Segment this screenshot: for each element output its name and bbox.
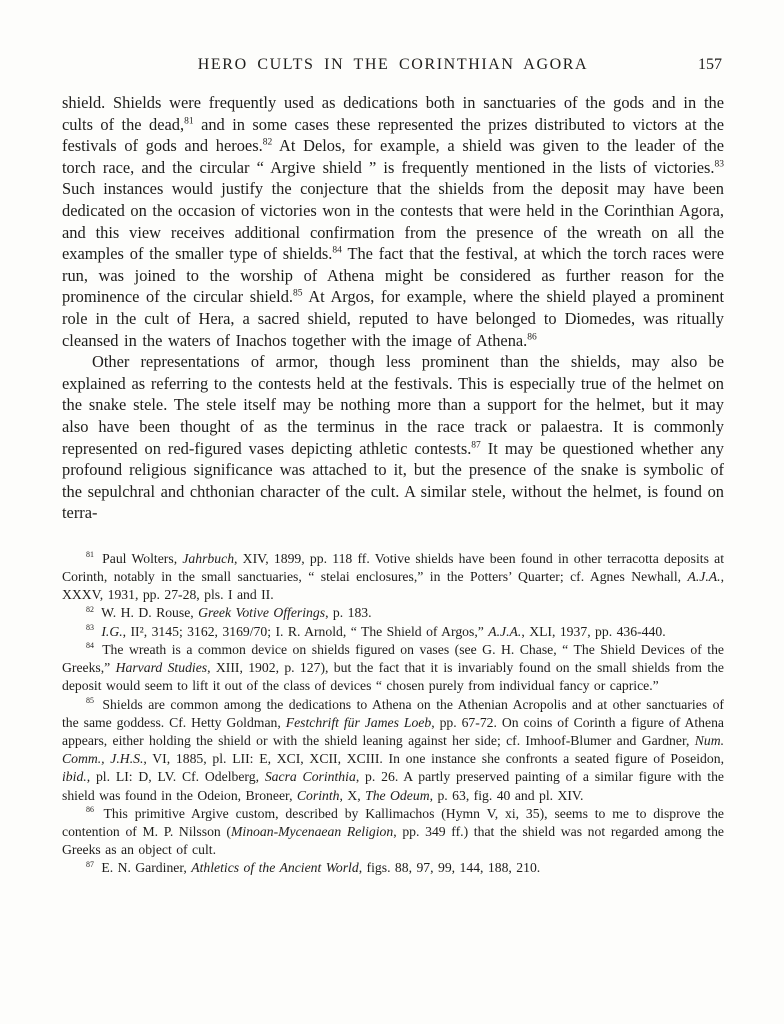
footnote-86-text: This primitive Argive custom, described by Kallimachos (Hymn V, xi, 35), seems to me to disprove the contention of M. P. Nilsson (Minoan-Mycenaean Religion, pp. 349 ff.) that the shield was not regarded among the Greeks as an object of cult.	[62, 805, 724, 858]
footnote-83	[62, 623, 724, 641]
body-text	[62, 92, 724, 524]
footnote-87-number: 87	[86, 859, 94, 869]
running-header	[62, 56, 724, 78]
footnote-82-text: W. H. D. Rouse, Greek Votive Offerings, p. 183.	[96, 605, 372, 621]
footnote-82	[62, 604, 724, 622]
footnote-81-text: Paul Wolters, Jahrbuch, XIV, 1899, pp. 118 ff. Votive shields have been found in other terracotta deposits at Corinth, notably in the small sanctuaries, “ stelai enclosures,” in the Potters’ Quarter; cf. Agnes Newhall, A.J.A., XXXV, 1931, pp. 27-28, pls. I and II.	[62, 550, 724, 603]
footnote-87	[62, 859, 724, 877]
footnote-84	[62, 641, 724, 696]
page-number: 157	[698, 56, 722, 73]
footnote-85-text: Shields are common among the dedications to Athena on the Athenian Acropolis and at other sanctuaries of the same goddess. Cf. Hetty Goldman, Festchrift für James Loeb, pp. 67-72. On coins of Corinth a figure of Athena appears, either holding the shield or with the shield leaning against her side; cf. Imhoof-Blumer and Gardner, Num. Comm., J.H.S., VI, 1885, pl. LII: E, XCI, XCII, XCIII. In one instance she confronts a seated figure of Poseidon, ibid., pl. LI: D, LV. Cf. Odelberg, Sacra Corinthia, p. 26. A partly preserved painting of a similar figure with the shield was found in the Odeion, Broneer, Corinth, X, The Odeum, p. 63, fig. 40 and pl. XIV.	[62, 696, 725, 803]
footnote-84-text: The wreath is a common device on shields figured on vases (see G. H. Chase, “ The Shield Devices of the Greeks,” Harvard Studies, XIII, 1902, p. 127), but the fact that it is invariably found on the small shields from the deposit would seem to lift it out of the class of devices “ chosen purely from individual fancy or caprice.”	[62, 641, 724, 694]
footnote-82-number: 82	[86, 604, 94, 614]
footnote-85-number: 85	[86, 695, 94, 705]
footnote-84-number: 84	[86, 641, 94, 651]
paragraph-continued: shield. Shields were frequently used as dedications both in sanctuaries of the gods and in the cults of the dead,$^{81}$ and in some cases these represented the prizes distributed to victors at the festivals of gods and heroes.$^{82}$ At Delos, for example, a shield was given to the leader of the torch race, and the circular “ Argive shield ” is frequently mentioned in the lists of victories.$^{83}$ Such instances would justify the conjecture that the shields from the deposit may have been dedicated on the occasion of victories won in the contests that were held in the Corinthian Agora, and this view receives additional confirmation from the presence of the wreath on all the examples of the smaller type of shields.$^{84}$ The fact that the festival, at which the torch races were run, was joined to the worship of Athena might be considered as further reason for the prominence of the circular shield.$^{85}$ At Argos, for example, where the shield played a prominent role in the cult of Hera, a sacred shield, reputed to have belonged to Diomedes, was ritually cleansed in the waters of Inachos together with the image of Athena.$^{86}$	[62, 93, 725, 350]
paragraph-other-representations: Other representations of armor, though less prominent than the shields, may also be explained as referring to the contests held at the festivals. This is especially true of the helmet on the snake stele. The stele itself may be nothing more than a support for the helmet, but it may also have been thought of as the terminus in the race track or palaestra. It is commonly represented on red-figured vases depicting athletic contests.$^{87}$ It may be questioned whether any profound religious significance was attached to it, but the presence of the snake is symbolic of the sepulchral and chthonian character of the cult. A similar stele, without the helmet, is found on terra-	[62, 352, 724, 523]
running-header-title: HERO CULTS IN THE CORINTHIAN AGORA	[197, 56, 589, 73]
footnotes-section	[62, 550, 724, 878]
footnote-86	[62, 805, 724, 860]
footnote-85	[62, 696, 724, 805]
footnote-81	[62, 550, 724, 605]
footnote-83-number: 83	[86, 623, 94, 633]
footnote-87-text: E. N. Gardiner, Athletics of the Ancient World, figs. 88, 97, 99, 144, 188, 210.	[96, 860, 541, 876]
footnote-83-text: I.G., II², 3145; 3162, 3169/70; I. R. Arnold, “ The Shield of Argos,” A.J.A., XLI, 1937, pp. 436-440.	[101, 623, 666, 639]
footnote-81-number: 81	[86, 550, 94, 560]
footnote-86-number: 86	[86, 805, 94, 815]
